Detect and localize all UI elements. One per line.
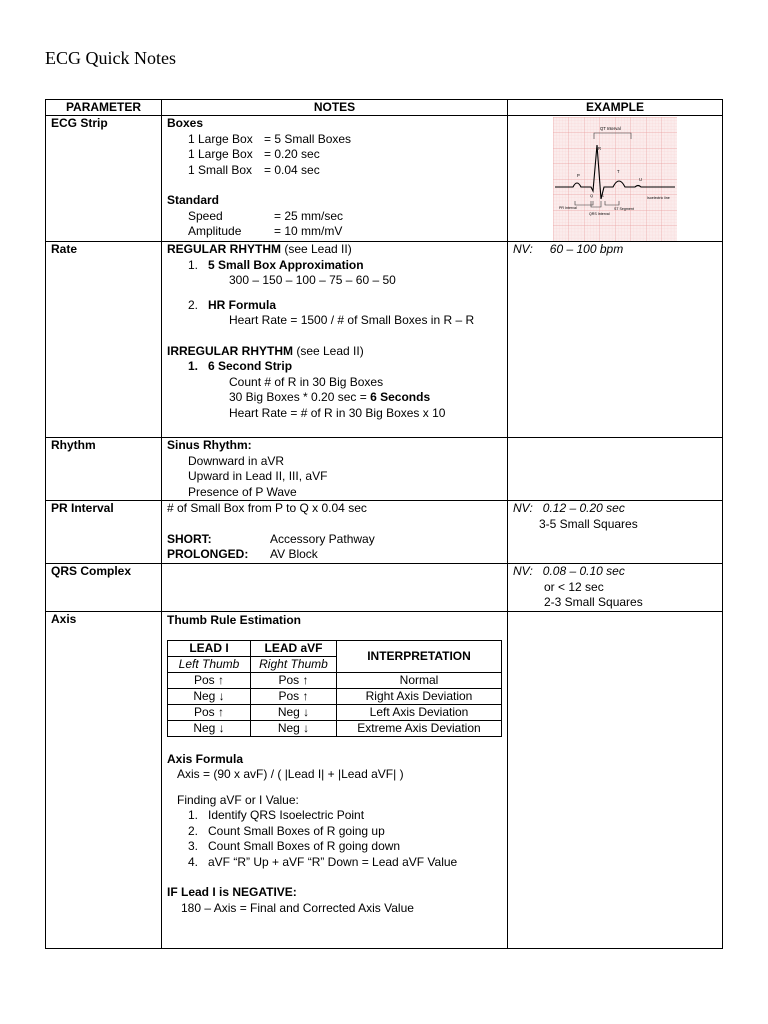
nv-value: 0.12 – 0.20 sec [542,501,625,515]
list-item: 2. Count Small Boxes of R going up [188,823,385,838]
negative-heading: IF Lead I is NEGATIVE: [167,885,297,899]
list-item-detail: Count # of R in 30 Big Boxes [229,374,384,389]
pr-short: SHORT: Accessory Pathway [167,531,375,546]
notes-pr-interval [162,501,508,564]
pr-prolonged: PROLONGED: AV Block [167,547,318,561]
row-rate [46,242,723,438]
label-qt-interval: QT Interval [600,126,621,131]
label-st-segment: ST Segment [614,207,634,211]
label-t: T [617,169,620,174]
rhythm-heading: Sinus Rhythm: [167,438,252,452]
axis-col-lead-i: LEAD I [168,640,251,656]
page-title: ECG Quick Notes [45,48,176,68]
param-rate: Rate [46,242,162,438]
standard-heading: Standard [167,193,220,207]
label-qrs-interval: QRS Interval [589,212,610,216]
boxes-line: 1 Small Box = 0.04 sec [188,162,320,177]
example-pr-interval [508,501,723,564]
ecg-strip-image [553,117,677,241]
axis-table [167,640,502,737]
param-rhythm: Rhythm [46,438,162,501]
boxes-line: 1 Large Box = 5 Small Boxes [188,131,352,146]
list-item-detail: 30 Big Boxes * 0.20 sec = 6 Seconds [229,390,431,404]
example-rate [508,242,723,438]
label-pr-interval: PR Interval [559,206,577,210]
notes-qrs-complex [162,564,508,612]
table-header-row [46,100,723,116]
row-axis [46,612,723,949]
rhythm-line: Upward in Lead II, III, aVF [188,469,328,483]
example-qrs-complex [508,564,723,612]
list-item: 2. HR Formula [188,297,277,312]
standard-line: Amplitude = 10 mm/mV [188,224,343,238]
label-u: U [639,177,643,182]
table-row: Pos ↑ Neg ↓ Left Axis Deviation [168,704,502,720]
list-item-detail: Heart Rate = # of R in 30 Big Boxes x 10 [229,405,446,420]
label-s: S [601,193,604,198]
standard-line: Speed = 25 mm/sec [188,208,344,223]
list-item: 4. aVF “R” Up + aVF “R” Down = Lead aVF Value [188,854,458,869]
example-rhythm [508,438,723,501]
table-row: Neg ↓ Neg ↓ Extreme Axis Deviation [168,720,502,736]
rhythm-line: Presence of P Wave [188,484,297,499]
header-example: EXAMPLE [508,100,723,116]
header-notes: NOTES [162,100,508,116]
axis-sub-right-thumb: Right Thumb [251,656,337,672]
label-p: P [577,173,580,178]
param-pr-interval: PR Interval [46,501,162,564]
list-item: 3. Count Small Boxes of R going down [188,839,401,853]
header-parameter: PARAMETER [46,100,162,116]
boxes-line: 1 Large Box = 0.20 sec [188,147,320,161]
finding-heading: Finding aVF or I Value: [177,792,299,807]
nv-value: 60 – 100 bpm [549,242,624,256]
row-rhythm [46,438,723,501]
param-ecg-strip: ECG Strip [46,116,162,242]
notes-rate [162,242,508,438]
axis-heading: Thumb Rule Estimation [167,613,302,627]
negative-line: 180 – Axis = Final and Corrected Axis Value [181,900,414,915]
nv-label: NV: [513,564,533,578]
row-qrs-complex [46,564,723,612]
axis-sub-left-thumb: Left Thumb [168,656,251,672]
nv-detail: 3-5 Small Squares [539,516,638,531]
rhythm-line: Downward in aVR [188,453,285,468]
list-item-detail: 300 – 150 – 100 – 75 – 60 – 50 [229,273,396,287]
label-q: Q [590,193,594,198]
list-item-detail: Heart Rate = 1500 / # of Small Boxes in R – R [229,313,475,327]
axis-col-interpretation: INTERPRETATION [337,640,502,672]
regular-rhythm-line: REGULAR RHYTHM (see Lead II) [167,242,352,256]
label-isoelectric: Isoelectric line [647,196,670,200]
nv-value: 0.08 – 0.10 sec [542,564,625,578]
table-row: Neg ↓ Pos ↑ Right Axis Deviation [168,688,502,704]
notes-ecg-strip [162,116,508,242]
boxes-heading: Boxes [167,116,204,130]
notes-axis [162,612,508,949]
axis-table-header [168,640,502,656]
pr-formula: # of Small Box from P to Q x 0.04 sec [167,501,367,515]
list-item: 1. 5 Small Box Approximation [188,257,364,272]
label-r: R [598,146,602,151]
nv-detail: or < 12 sec [544,579,604,594]
row-pr-interval [46,501,723,564]
list-item: 1. Identify QRS Isoelectric Point [188,808,365,822]
nv-label: NV: [513,242,533,256]
param-axis: Axis [46,612,162,949]
axis-formula-heading: Axis Formula [167,751,244,766]
table-row: Pos ↑ Pos ↑ Normal [168,672,502,688]
nv-label: NV: [513,501,533,515]
list-item: 1. 6 Second Strip [188,359,293,373]
axis-col-lead-avf: LEAD aVF [251,640,337,656]
notes-rhythm [162,438,508,501]
irregular-rhythm-line: IRREGULAR RHYTHM (see Lead II) [167,343,364,358]
axis-formula: Axis = (90 x avF) / ( |Lead I| + |Lead aVF| ) [177,767,404,781]
param-qrs-complex: QRS Complex [46,564,162,612]
nv-detail: 2-3 Small Squares [544,595,643,609]
example-axis [508,612,723,949]
